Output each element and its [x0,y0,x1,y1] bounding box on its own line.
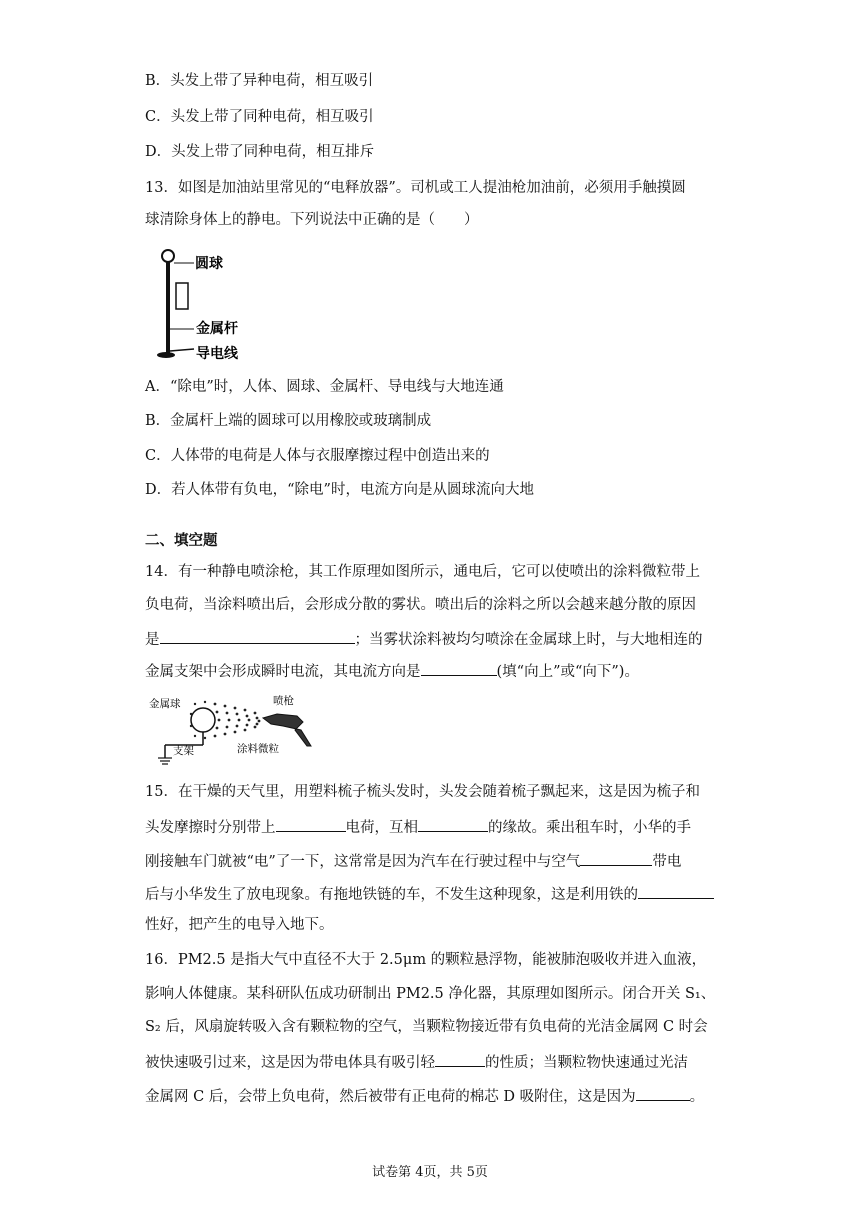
q15-line2 [145,816,691,838]
q14-metal-ball [191,708,215,732]
q16-blank-1[interactable] [435,1051,485,1067]
q13-stem-line2: 球清除身体上的静电。下列说法中正确的是（ ） [145,212,479,228]
q15-line1: 15．在干燥的天气里，用塑料梳子梳头发时，头发会随着梳子飘起来，这是因为梳子和 [145,784,700,800]
q15-blank-1[interactable] [276,816,346,832]
q14-spray-gun [263,714,311,746]
q15-line4 [145,883,714,905]
section-title-fill-in: 二、填空题 [145,532,218,549]
q16-line4-start: 被快速吸引过来，这是因为带电体具有吸引轻 [145,1055,435,1071]
q16-blank-2[interactable] [636,1085,690,1101]
q15-line3 [145,850,681,872]
q14-line4 [145,660,639,682]
q13-stem-line1: 13．如图是加油站里常见的“电释放器”。司机或工人提油枪加油前，必须用手触摸圆 [145,180,686,196]
page-footer: 试卷第 4页，共 5页 [372,1165,488,1180]
q12-option-b: B．头发上带了异种电荷，相互吸引 [145,73,374,89]
q15-line4-start: 后与小华发生了放电现象。有拖地铁链的车，不发生这种现象，这是利用铁的 [145,887,638,903]
q16-line2: 影响人体健康。某科研队伍成功研制出 PM2.5 净化器，其原理如图所示。闭合开关 S₁、 [145,986,716,1002]
q14-line4-start: 金属支架中会形成瞬时电流，其电流方向是 [145,664,421,680]
q15-line2-end: 的缘故。乘出租车时，小华的手 [488,820,691,836]
q15-line2-start: 头发摩擦时分别带上 [145,820,276,836]
q16-line1: 16．PM2.5 是指大气中直径不大于 2.5μm 的颗粒悬浮物，能被肺泡吸收并进入血液， [145,952,707,968]
q15-line3-end: 带电 [652,854,682,870]
q12-option-d: D．头发上带了同种电荷，相互排斥 [145,144,375,160]
q13-option-d: D．若人体带有负电，“除电”时，电流方向是从圆球流向大地 [145,482,534,498]
q14-label-ball: 金属球 [149,698,181,710]
q14-figure [145,690,330,765]
q13-option-b: B．金属杆上端的圆球可以用橡胶或玻璃制成 [145,413,432,429]
q14-label-particles: 涂料微粒 [237,743,279,755]
q14-line3-start: 是 [145,632,160,648]
q13-ball [162,250,174,262]
q14-label-gun: 喷枪 [273,695,294,707]
q15-line2-mid: 电荷，互相 [345,820,418,836]
q14-line3 [145,628,703,650]
q15-blank-3[interactable] [580,850,652,866]
q14-line1: 14．有一种静电喷涂枪，其工作原理如图所示，通电后，它可以使喷出的涂料微粒带上 [145,564,700,580]
q14-label-stand: 支架 [173,745,194,757]
q15-blank-4[interactable] [638,883,714,899]
q13-label-ball: 圆球 [195,256,223,272]
q14-blank-1[interactable] [160,628,355,644]
q16-line3: S₂ 后，风扇旋转吸入含有颗粒物的空气，当颗粒物接近带有负电荷的光洁金属网 C 时会 [145,1019,708,1035]
q12-option-c: C．头发上带了同种电荷，相互吸引 [145,109,374,125]
q14-blank-2[interactable] [421,660,497,676]
q15-line5: 性好，把产生的电导入地下。 [145,917,334,933]
q13-option-a: A．“除电”时，人体、圆球、金属杆、导电线与大地连通 [145,379,504,395]
q13-figure [150,243,270,368]
q16-line4 [145,1051,688,1073]
q16-line4-end: 的性质；当颗粒物快速通过光洁 [485,1055,688,1071]
q16-line5-end: 。 [689,1089,705,1105]
q15-blank-2[interactable] [418,816,488,832]
q14-line4-end: (填“向上”或“向下”)。 [496,664,639,680]
q14-line2: 负电荷，当涂料喷出后，会形成分散的雾状。喷出后的涂料之所以会越来越分散的原因 [145,597,696,613]
q13-option-c: C．人体带的电荷是人体与衣服摩擦过程中创造出来的 [145,448,490,464]
q16-line5 [145,1085,704,1107]
q16-line5-start: 金属网 C 后，会带上负电荷，然后被带有正电荷的棉芯 D 吸附住，这是因为 [145,1089,636,1105]
q15-line3-start: 刚接触车门就被“电”了一下，这常常是因为汽车在行驶过程中与空气 [145,854,581,870]
q13-label-wire: 导电线 [196,346,238,362]
q14-line3-end: ；当雾状涂料被均匀喷涂在金属球上时，与大地相连的 [354,632,703,648]
q13-label-rod: 金属杆 [196,321,238,337]
